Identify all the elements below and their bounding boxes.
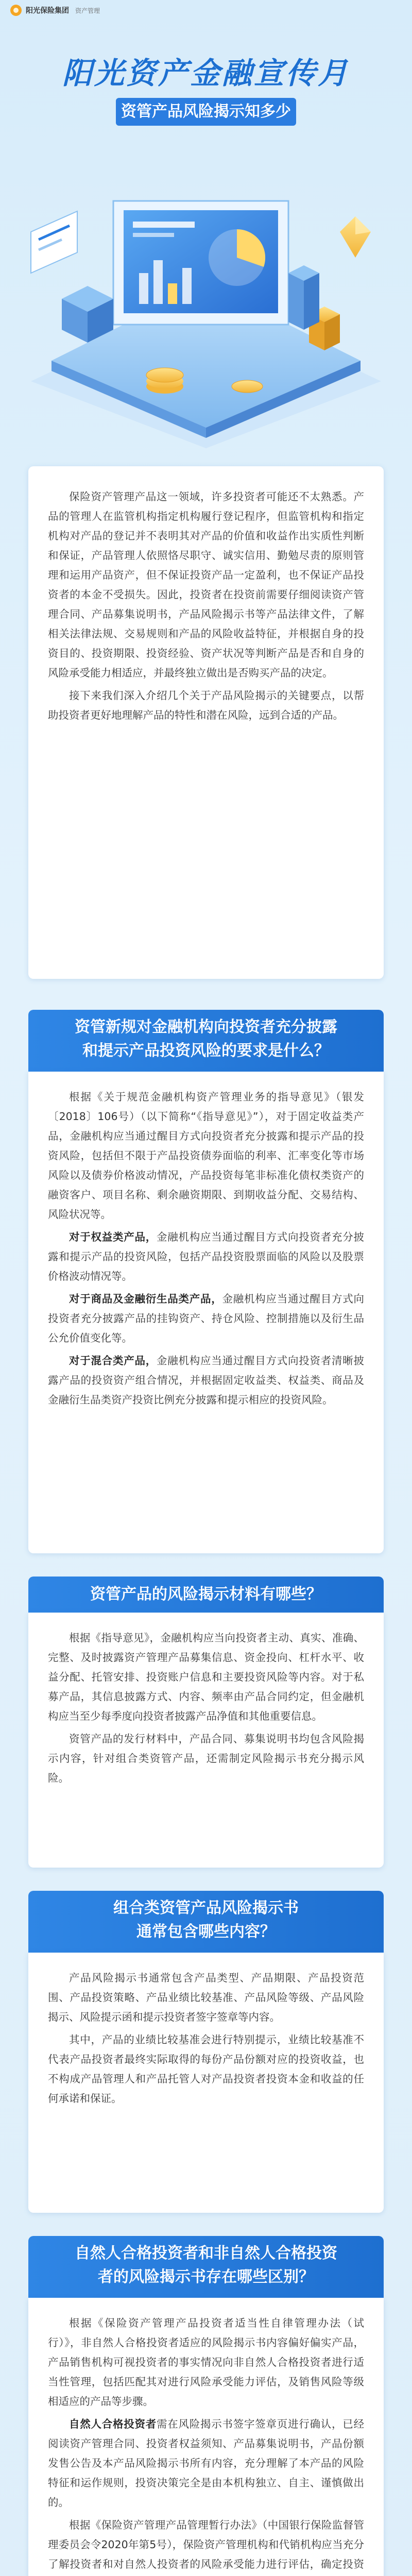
section-card xyxy=(28,1953,384,2213)
section-paragraph: 自然人合格投资者需在风险揭示书签字签章页进行确认，已经阅读资产管理合同、投资者权益须知、产品募集说明书，产品份额发售公告及本产品风险揭示书所有内容，充分理解了本产品的风险特征和运作规则，投资决策完全是由本机构独立、自主、谨慎做出的。 xyxy=(48,2418,364,2509)
bold-lead-text: 自然人合格投资者 xyxy=(69,2418,157,2430)
section-paragraph: 产品风险揭示书通常包含产品类型、产品期限、产品投资范围、产品投资策略、产品业绩比较基准、产品风险等级、产品风险揭示、风险提示函和提示投资者签字签章等内容。 xyxy=(48,1972,364,2023)
section-title: 自然人合格投资者和非自然人合格投资 xyxy=(75,2244,337,2262)
section-paragraph: 根据《保险资产管理产品投资者适当性自律管理办法（试行）》，非自然人合格投资者适应的风险揭示书内容偏好偏实产品，产品销售机构可视投资者的事实情况向非自然人合格投资者进行适当性管理，包括匹配其对进行风险承受能力评估，及销售风险等级相适应的产品等步骤。 xyxy=(48,2317,364,2408)
hero-banner xyxy=(0,21,412,464)
bold-lead-text: 对于权益类产品， xyxy=(69,1231,157,1243)
hero-title: 阳光资产金融宣传月 xyxy=(62,56,350,91)
bold-lead-text: 对于混合类产品， xyxy=(69,1354,157,1367)
section-paragraph: 根据《保险资产管理产品管理暂行办法》（中国银行保险监督管理委员会令2020年第5号），保险资产管理机构和代销机构应当充分了解投资者和对自然人投资者的风险承受能力进行评估，确定投资 xyxy=(48,2519,364,2570)
sun-logo-icon xyxy=(10,5,22,16)
section-paragraph: 资管产品的发行材料中，产品合同、募集说明书均包含风险揭示内容，针对组合类资管产品，还需制定风险揭示书充分揭示风险。 xyxy=(48,1733,364,1784)
section-paragraph: 根据《关于规范金融机构资产管理业务的指导意见》（银发〔2018〕106号）（以下简称“《指导意见》”），对于固定收益类产品，金融机构应当通过醒目方式向投资者充分披露和提示产品的投资风险，包括但不限于产品投资债券面临的利率、汇率变化等市场风险以及债券价格波动情况，产品投资每笔非标准化债权类资产的融资客户、项目名称、剩余融资期限、到期收益分配、交易结构、风险状况等。 xyxy=(48,1091,364,1221)
section-title: 资管新规对金融机构向投资者充分披露 xyxy=(75,1018,337,1036)
section-title: 者的风险揭示书存在哪些区别？ xyxy=(98,2268,314,2286)
section-card xyxy=(28,1072,384,1553)
section-paragraph: 对于权益类产品，金融机构应当通过醒目方式向投资者充分披露和提示产品的投资风险，包括产品投资股票面临的风险以及股票价格波动情况等。 xyxy=(48,1231,364,1282)
intro-paragraph: 保险资产管理产品这一领域，许多投资者可能还不太熟悉。产品的管理人在监管机构指定机构履行登记程序，但监管机构和指定机构对产品的登记并不表明其对产品的价值和收益作出实质性判断和保证，产品管理人依照恪尽职守、诚实信用、勤勉尽责的原则管理和运用产品资产，但不保证投资产品一定盈利，也不保证产品投资者的本金不受损失。因此，投资者在投资前需要仔细阅读资产管理合同、产品募集说明书，产品风险揭示书等产品法律文件，了解相关法律法规、交易规则和产品的风险收益特征，并根据自身的投资目的、投资期限、投资经验、资产状况等判断产品是否和自身的风险承受能力相适应，并最终独立做出是否购买产品的决定。 xyxy=(48,490,364,679)
section-paragraph: 对于商品及金融衍生品类产品，金融机构应当通过醒目方式向投资者充分披露产品的挂钩资产、持仓风险、控制措施以及衍生品公允价值变化等。 xyxy=(48,1293,364,1344)
section-title: 组合类资管产品风险揭示书 xyxy=(113,1899,299,1917)
section-card xyxy=(28,2298,384,2576)
section-title: 资管产品的风险揭示材料有哪些？ xyxy=(90,1585,322,1603)
section-paragraph: 对于混合类产品，金融机构应当通过醒目方式向投资者清晰披露产品的投资资产组合情况，并根据固定收益类、权益类、商品及金融衍生品类资产投资比例充分披露和提示相应的投资风险。 xyxy=(48,1354,364,1406)
section-title: 和提示产品投资风险的要求是什么？ xyxy=(82,1042,330,1060)
section-title: 通常包含哪些内容？ xyxy=(136,1923,276,1941)
intro-card xyxy=(28,466,384,979)
section-paragraph: 根据《指导意见》，金融机构应当向投资者主动、真实、准确、完整、及时披露资产管理产品募集信息、资金投向、杠杆水平、收益分配、托管安排、投资账户信息和主要投资风险等内容。对于私募产品，其信息披露方式、内容、频率由产品合同约定，但金融机构应当至少每季度向投资者披露产品净值和其他重要信息。 xyxy=(48,1632,364,1722)
bold-lead-text: 对于商品及金融衍生品类产品， xyxy=(69,1293,222,1305)
hero-subtitle: 资管产品风险揭示知多少 xyxy=(116,98,296,126)
brand-name: 阳光保险集团 xyxy=(26,7,69,15)
section-paragraph: 其中，产品的业绩比较基准会进行特别提示，业绩比较基准不代表产品投资者最终实际取得的每份产品份额对应的投资收益，也不构成产品管理人和产品托管人对产品投资者投资本金和收益的任何承诺和保证。 xyxy=(48,2033,364,2105)
isometric-dashboard-illustration xyxy=(0,144,412,448)
brand-sub: 资产管理 xyxy=(75,7,100,14)
top-bar xyxy=(0,0,412,21)
intro-paragraph: 接下来我们深入介绍几个关于产品风险揭示的关键要点，以帮助投资者更好地理解产品的特性和潜在风险，远到合适的产品。 xyxy=(48,689,364,721)
section-card xyxy=(28,1613,384,1868)
